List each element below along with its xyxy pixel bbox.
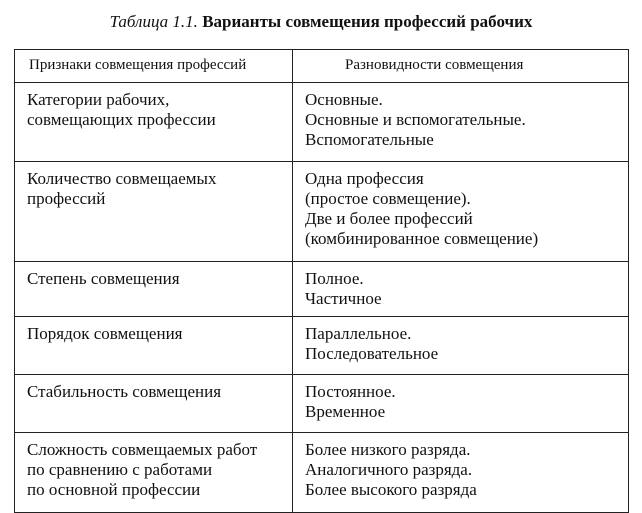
- kind-line: Более низкого разряда.: [305, 440, 471, 459]
- table-row: [15, 375, 629, 433]
- feature-line: Степень совмещения: [27, 269, 180, 288]
- kind-line: Постоянное.: [305, 382, 396, 401]
- table-caption: [0, 12, 642, 32]
- table-row: [15, 162, 629, 262]
- kind-line: Последовательное: [305, 344, 439, 363]
- caption-label: Таблица 1.1.: [109, 12, 198, 31]
- header-features: Признаки совмещения профессий: [15, 50, 293, 83]
- feature-cell: [15, 262, 293, 317]
- feature-cell: [15, 375, 293, 433]
- feature-line: Порядок совмещения: [27, 324, 183, 343]
- table-row: [15, 317, 629, 375]
- kind-line: Временное: [305, 402, 386, 421]
- kind-line: Основные.: [305, 90, 383, 109]
- kinds-cell: [293, 433, 629, 513]
- kinds-cell: [293, 317, 629, 375]
- caption-title: Варианты совмещения профессий рабочих: [202, 12, 533, 31]
- header-kinds: Разновидности совмещения: [293, 50, 629, 83]
- kind-line: (простое совмещение).: [305, 189, 471, 208]
- feature-line: Стабильность совмещения: [27, 382, 222, 401]
- kinds-cell: [293, 162, 629, 262]
- feature-line: по основной профессии: [27, 480, 201, 499]
- feature-line: совмещающих профессии: [27, 110, 216, 129]
- kinds-cell: [293, 83, 629, 162]
- table-row: [15, 433, 629, 513]
- table-row: [15, 83, 629, 162]
- kind-line: Аналогичного разряда.: [305, 460, 473, 479]
- kind-line: Более высокого разряда: [305, 480, 477, 499]
- feature-line: Сложность совмещаемых работ: [27, 440, 258, 459]
- kinds-cell: [293, 262, 629, 317]
- feature-line: Категории рабочих,: [27, 90, 170, 109]
- kinds-cell: [293, 375, 629, 433]
- feature-cell: [15, 83, 293, 162]
- feature-cell: [15, 162, 293, 262]
- feature-line: профессий: [27, 189, 106, 208]
- feature-line: Количество совмещаемых: [27, 169, 217, 188]
- kind-line: Параллельное.: [305, 324, 412, 343]
- feature-cell: [15, 433, 293, 513]
- kind-line: (комбинированное совмещение): [305, 229, 539, 248]
- kind-line: Две и более профессий: [305, 209, 473, 228]
- feature-cell: [15, 317, 293, 375]
- kind-line: Основные и вспомогательные.: [305, 110, 526, 129]
- kind-line: Одна профессия: [305, 169, 424, 188]
- header-row: [15, 50, 629, 83]
- kind-line: Полное.: [305, 269, 364, 288]
- kind-line: Вспомогательные: [305, 130, 434, 149]
- table-row: [15, 262, 629, 317]
- feature-line: по сравнению с работами: [27, 460, 213, 479]
- combination-table: [14, 49, 629, 513]
- kind-line: Частичное: [305, 289, 382, 308]
